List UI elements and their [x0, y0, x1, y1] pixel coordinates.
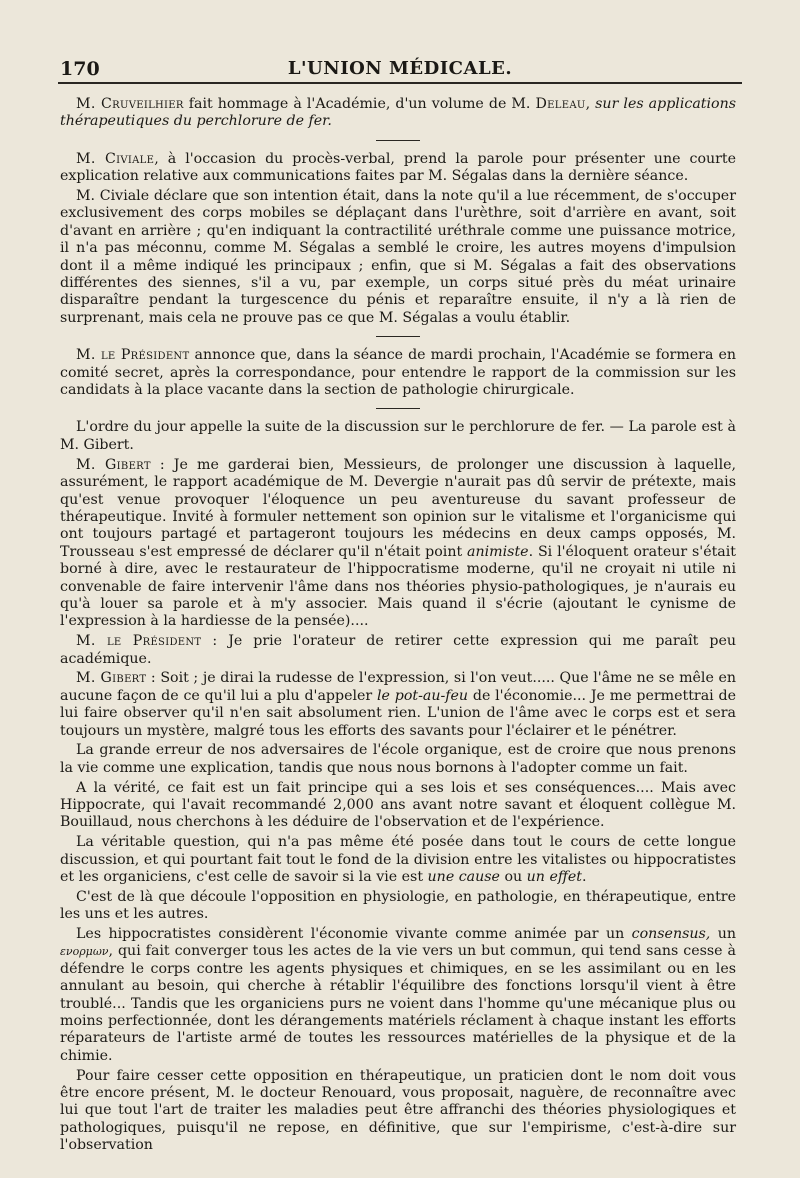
- greek-word: ενορμων: [60, 945, 109, 959]
- paragraph: La véritable question, qui n'a pas même été posée dans tout le cours de cette longue discussion, et qui pourtant fait tout le fond de la division entre les vitalistes ou hippocratistes et les organiciens, c'est celle de savoir si la vie est une cause ou un effet.: [60, 834, 736, 885]
- speaker-name: M. le Président: [76, 347, 190, 364]
- speaker-name: M. Cruveilhier: [76, 96, 184, 112]
- section-rule: [376, 408, 420, 409]
- paragraph: C'est de là que découle l'opposition en physiologie, en pathologie, en thérapeutique, entre les uns et les autres.: [60, 888, 736, 923]
- paragraph: Pour faire cesser cette opposition en thérapeutique, un praticien dont le nom doit vous être encore présent, M. le docteur Renouard, vous proposait, naguère, de reconnaître avec lui que tout l'art de traiter les maladies peut être affranchi des théories physiologiques et pathologiques, puisqu'il ne repose, en définitive, que sur l'empirisme, c'est-à-dire sur l'observation: [60, 1067, 736, 1154]
- author-name: Deleau: [535, 96, 586, 112]
- body-text: [60, 96, 736, 1155]
- paragraph: M. Civiale, à l'occasion du procès-verbal, prend la parole pour présenter une courte explication relative aux communications faites par M. Ségalas dans la dernière séance.: [60, 150, 737, 185]
- speaker-name: M. Civiale: [76, 150, 155, 167]
- paragraph: M. Cruveilhier fait hommage à l'Académie, d'un volume de M. Deleau, sur les applications thérapeutiques du perchlorure de fer.: [60, 96, 736, 130]
- paragraph: Les hippocratistes considèrent l'économie vivante comme animée par un consensus, un ενορμων, qui fait converger tous les actes de la vie vers un but commun, qui tend sans cesse à défendre le corps contre les agents physiques et chimiques, en se les assimilant ou en les annulant au besoin, qui cherche à rétablir l'équilibre des fonctions lorsqu'il vient à être troublé... Tandis que les organiciens purs ne voient dans l'homme qu'une mécanique plus ou moins perfectionnée, dont les dérangements matériels réclament à chaque instant les efforts réparateurs de l'artiste armé de toutes les ressources matérielles de la physique et de la chimie.: [60, 925, 736, 1064]
- paragraph: A la vérité, ce fait est un fait principe qui a ses lois et ses conséquences.... Mais avec Hippocrate, qui l'avait recommandé 2,000 ans avant notre savant et éloquent collègue M. Bouillaud, nous cherchons à les déduire de l'observation et de l'expérience.: [60, 779, 736, 831]
- page-header: [58, 56, 742, 84]
- speaker-name: M. Gibert: [76, 670, 147, 687]
- paragraph: M. Civiale déclare que son intention était, dans la note qu'il a lue récemment, de s'occuper exclusivement des corps mobiles se déplaçant dans l'urèthre, soit d'arrière en avant, soit d'avant en arrière ; qu'en indiquant la contractilité uréthrale comme une puissance motrice, il n'a pas méconnu, comme M. Ségalas a semblé le croire, les autres moyens d'impulsion dont il a même indiqué les principaux ; enfin, que si M. Ségalas a fait des observations différentes des siennes, s'il a vu, par exemple, un corps situé près du méat urinaire disparaître pendant la turgescence du pénis et reparaître ensuite, il n'y a là rien de surprenant, mais cela ne prouve pas ce que M. Ségalas a voulu établir.: [60, 188, 736, 326]
- paragraph: M. Gibert : Soit ; je dirai la rudesse de l'expression, si l'on veut..... Que l'âme ne se mêle en aucune façon de ce qu'il lui a plu d'appeler le pot-au-feu de l'économie... Je me permettrai de lui faire observer qu'il n'en sait absolument rien. L'union de l'âme avec le corps est et sera toujours un mystère, malgré tous les efforts des savants pour l'éclairer et le pénétrer.: [60, 670, 737, 739]
- running-title: L'UNION MÉDICALE.: [287, 58, 513, 79]
- paragraph: M. le Président : Je prie l'orateur de retirer cette expression qui me paraît peu académique.: [60, 633, 736, 667]
- section-rule: [376, 336, 420, 337]
- paragraph: L'ordre du jour appelle la suite de la discussion sur le perchlorure de fer. — La parole est à M. Gibert.: [60, 419, 736, 453]
- page-number: 170: [60, 58, 100, 80]
- paragraph: M. Gibert : Je me garderai bien, Messieurs, de prolonger une discussion à laquelle, assurément, le rapport académique de M. Devergie n'aurait pas dû servir de prétexte, mais qu'est venue provoquer l'éloquence un peu aventureuse du savant professeur de thérapeutique. Invité à formuler nettement son opinion sur le vitalisme et l'organicisme qui ont toujours partagé et partageront toujours les médecins en deux camps opposés, M. Trousseau s'est empressé de déclarer qu'il n'était point animiste. Si l'éloquent orateur s'était borné à dire, avec le restaurateur de l'hippocratisme moderne, qu'il ne croyait ni utile ni convenable de faire intervenir l'âme dans nos théories physio-pathologiques, je n'aurais eu qu'à louer sa parole et à m'y associer. Mais quand il s'écrie (ajoutant le cynisme de l'expression à la hardiesse de la pensée)....: [60, 456, 737, 630]
- section-rule: [376, 140, 420, 141]
- book-title: sur les applications thérapeutiques du perchlorure de fer.: [60, 96, 736, 130]
- paragraph: La grande erreur de nos adversaires de l'école organique, est de croire que nous prenons la vie comme une explication, tandis que nous nous bornons à l'adopter comme un fait.: [60, 742, 736, 776]
- speaker-name: M. Gibert: [76, 456, 151, 473]
- speaker-name: M. le Président: [76, 633, 202, 650]
- paragraph: M. le Président annonce que, dans la séance de mardi prochain, l'Académie se formera en comité secret, après la correspondance, pour entendre le rapport de la commission sur les candidats à la place vacante dans la section de pathologie chirurgicale.: [60, 347, 736, 399]
